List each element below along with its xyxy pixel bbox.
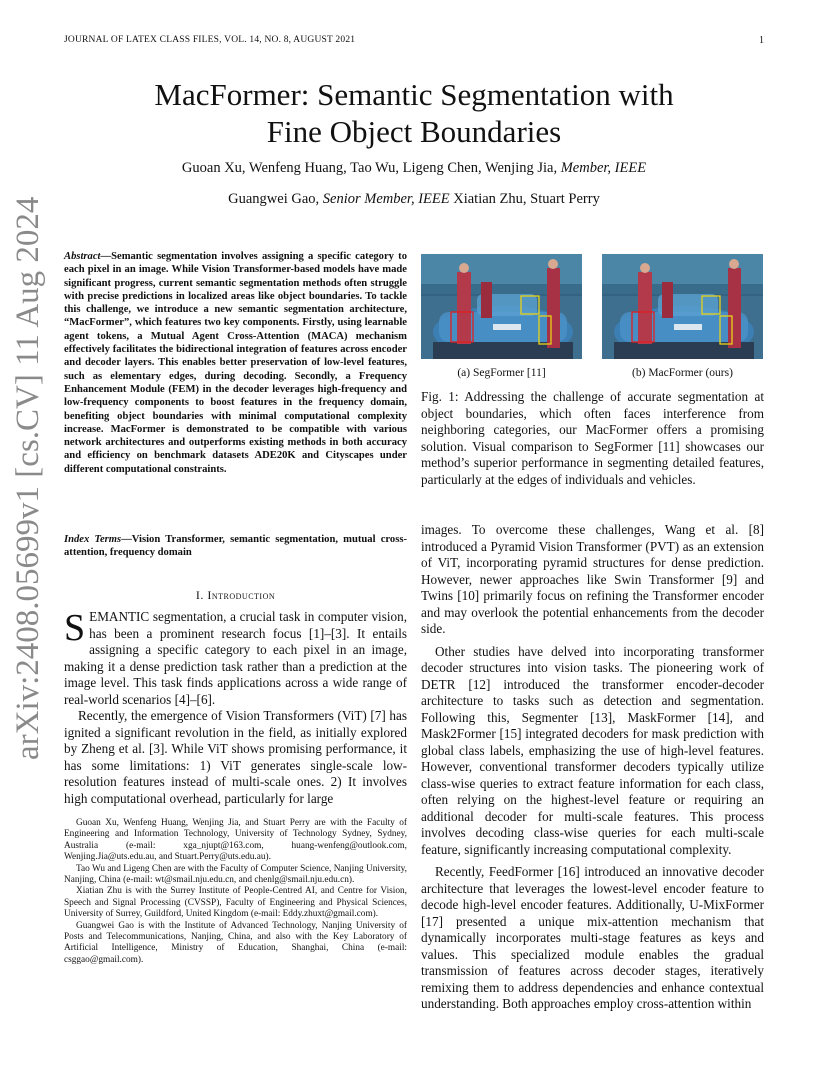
abstract-text: —Semantic segmentation involves assigning a specific category to each pixel in an image. While Vision Transformer-based models have made significant progress, current semantic segmentation methods often struggle with precise predictions in localized areas like object boundaries. To tackle this challenge, we introduce a new semantic segmentation architecture, “MacFormer”, which features two key components. Firstly, using learnable agent tokens, a Mutual Agent Cross-Attention (MACA) mechanism effectively facilitates the bidirectional integration of features across encoder and decoder layers. This enables better preservation of low-level features, such as elementary edges, during decoding. Secondly, a Frequency Enhancement Module (FEM) in the decoder leverages high-frequency and low-frequency components to boost features in the frequency domain, benefiting object boundaries with minimal computational complexity increase. MacFormer is demonstrated to be compatible with various network architectures and outperforms existing methods in both accuracy and efficiency on benchmark datasets ADE20K and Cityscapes under different computational constraints. xyxy=(64,251,407,475)
subfigure-caption-b: (b) MacFormer (ours) xyxy=(632,367,733,379)
footnote: Xiatian Zhu is with the Surrey Institute of People-Centred AI, and Centre for Vision, Speech and Signal Processing (CVSSP), Faculty of Engineering and Physical Sciences, University of Surrey, Guildford, United Kingdom (e-mail: Eddy.zhuxt@gmail.com). xyxy=(64,886,407,920)
index-terms-text: —Vision Transformer, semantic segmentation, mutual cross-attention, frequency domain xyxy=(64,534,407,559)
intro-right-column xyxy=(421,522,764,1013)
journal-header: JOURNAL OF LATEX CLASS FILES, VOL. 14, NO. 8, AUGUST 2021 xyxy=(64,35,356,45)
figure-caption: Fig. 1: Addressing the challenge of accurate segmentation at object boundaries, which often faces interference from neighboring categories, our MacFormer offers a promising solution. Visual comparison to SegFormer [11] showcases our method’s superior performance in segmenting detailed features, particularly at the edges of individuals and vehicles. xyxy=(421,389,764,487)
footnote: Tao Wu and Ligeng Chen are with the Faculty of Computer Science, Nanjing University, Nanjing, China (e-mail: wt@smail.nju.edu.cn, and chenlg@smail.nju.edu.cn). xyxy=(64,863,407,886)
figure-macformer-image xyxy=(602,254,763,359)
intro-left-column xyxy=(64,609,407,807)
abstract xyxy=(64,250,407,476)
paper-title xyxy=(64,76,764,150)
section-heading xyxy=(64,588,407,603)
footnote: Guoan Xu, Wenfeng Huang, Wenjing Jia, and Stuart Perry are with the Faculty of Engineering and Information Technology, University of Technology Sydney, Sydney, Australia (e-mail: xga_njupt@163.com, huang-wenfeng@outlook.com, Wenjing.Jia@uts.edu.au, and Stuart.Perry@uts.edu.au). xyxy=(64,818,407,863)
subfigure-caption-a: (a) SegFormer [11] xyxy=(457,367,546,379)
intro-paragraph-1-text: EMANTIC segmentation, a crucial task in computer vision, has been a prominent research focus [1]–[3]. It entails assigning a specific category to each pixel in an image, making it a dense prediction task rather than a prediction at the image level. This task finds applications across a wide range of real-world scenarios [4]–[6]. xyxy=(64,609,407,707)
authors-names-1: Guoan Xu, Wenfeng Huang, Tao Wu, Ligeng Chen, Wenjing Jia, xyxy=(181,160,561,176)
intro-right-paragraph-3: Recently, FeedFormer [16] introduced an innovative decoder architecture that leverages the lowest-level encoder feature to decode high-level encoder features. Additionally, U-MixFormer [17] presented a unique mix-attention mechanism that dynamically incorporates multi-stage features as keys and values. This specialized module enables the gradual transmission of features across decoder stages, iteratively remixing them to address dependencies and enhance contextual understanding. Both approaches employ cross-attention within xyxy=(421,864,764,1011)
drop-cap: S xyxy=(64,607,86,649)
authors-names-2a: Guangwei Gao, xyxy=(228,191,323,207)
intro-right-paragraph-1: images. To overcome these challenges, Wang et al. [8] introduced a Pyramid Vision Transformer (PVT) as an extension of ViT, incorporating pyramid structures for dense prediction. However, newer approaches like Swin Transformer [9] and Twins [10] primarily focus on refining the Transformer encoder and may overlook the potential enhancements from the decoder side. xyxy=(421,522,764,636)
intro-paragraph-1 xyxy=(64,609,407,708)
author-footnotes xyxy=(64,818,407,966)
authors-role-2: Senior Member, IEEE xyxy=(322,191,450,207)
footnote: Guangwei Gao is with the Institute of Advanced Technology, Nanjing University of Posts and Telecommunications, Nanjing, China, and also with the Key Laboratory of Artificial Intelligence, Ministry of Education, Shanghai, China (e-mail: csggao@gmail.com). xyxy=(64,920,407,965)
title-line-1: MacFormer: Semantic Segmentation with xyxy=(154,77,674,112)
title-line-2: Fine Object Boundaries xyxy=(266,114,562,149)
authors-names-2b: Xiatian Zhu, Stuart Perry xyxy=(449,191,600,207)
section-number: I. xyxy=(195,588,208,602)
index-terms-label: Index Terms xyxy=(64,534,122,545)
arxiv-stamp: arXiv:2408.05699v1 [cs.CV] 11 Aug 2024 xyxy=(10,196,46,760)
authors-line-2 xyxy=(64,191,764,208)
page-number: 1 xyxy=(759,35,764,46)
intro-paragraph-2: Recently, the emergence of Vision Transformers (ViT) [7] has ignited a significant revolution in the field, as initially explored by Zheng et al. [3]. While ViT shows promising performance, it has some limitations: 1) ViT generates single-scale low-resolution features instead of multi-scale ones. 2) It involves high computational overhead, particularly for large xyxy=(64,708,407,806)
authors-role-1: Member, IEEE xyxy=(560,160,647,176)
section-title: Introduction xyxy=(207,588,276,602)
index-terms xyxy=(64,533,407,560)
authors-line-1 xyxy=(64,160,764,177)
abstract-label: Abstract xyxy=(64,251,101,262)
intro-right-paragraph-2: Other studies have delved into incorporating transformer decoder structures into vision tasks. The pioneering work of DETR [12] introduced the transformer encoder-decoder architecture to tasks such as detection and segmentation. Following this, Segmenter [13], MaskFormer [14], and Mask2Former [15] integrated decoders for mask prediction with global class labels, emphasizing the use of high-level features. However, conventional transformer decoders typically utilize class-wise queries to extract feature information for each class, often relying on the highest-level feature or requiring an additional decoder for multi-scale features. This process involves decoding class-wise queries for each multi-scale feature, significantly increasing computational complexity. xyxy=(421,643,764,857)
figure-segformer-image xyxy=(421,254,582,359)
